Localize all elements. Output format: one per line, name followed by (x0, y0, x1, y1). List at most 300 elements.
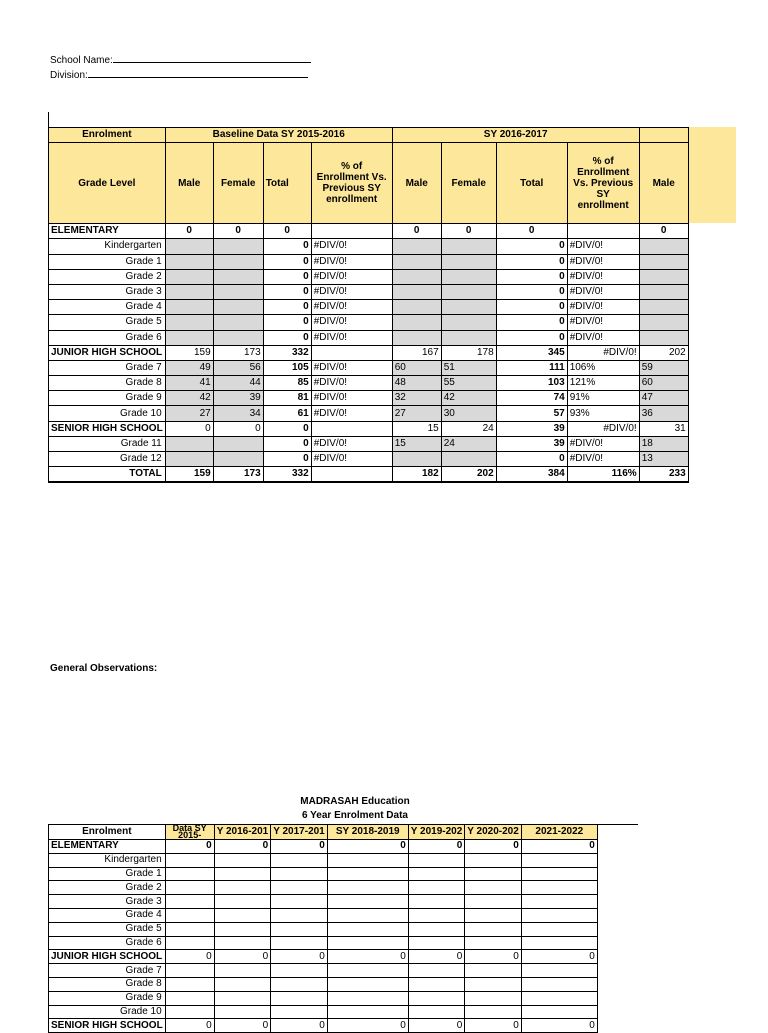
madrasah-cell[interactable] (165, 1005, 214, 1019)
madrasah-cell[interactable] (327, 1005, 408, 1019)
madrasah-cell[interactable] (465, 1005, 522, 1019)
madrasah-cell[interactable]: 0 (465, 1019, 522, 1033)
cell-b-pct[interactable]: #DIV/0! (311, 269, 392, 284)
cell-s-female[interactable]: 202 (441, 467, 496, 483)
cell-b-male[interactable] (165, 239, 213, 254)
cell-s-total[interactable]: 0 (496, 330, 567, 345)
cell-s-male[interactable] (392, 300, 441, 315)
cell-b-female[interactable] (213, 284, 263, 299)
table-row (49, 254, 689, 269)
cell-n-male[interactable]: 233 (639, 467, 688, 483)
row-label: Grade 4 (49, 300, 166, 315)
madrasah-year-header: SY 2018-2019 (327, 825, 408, 840)
madrasah-cell[interactable] (165, 922, 214, 936)
cell-s-female[interactable] (441, 300, 496, 315)
cell-s-total[interactable]: 103 (496, 376, 567, 391)
cell-s-female[interactable]: 0 (441, 224, 496, 239)
school-name-row (50, 53, 311, 66)
cell-b-male[interactable]: 0 (165, 224, 213, 239)
madrasah-cell[interactable]: 0 (271, 950, 328, 964)
madrasah-cell[interactable] (327, 977, 408, 991)
cell-s-pct[interactable]: #DIV/0! (567, 315, 639, 330)
cell-s-total[interactable]: 57 (496, 406, 567, 421)
row-label: Grade 11 (49, 436, 166, 451)
cell-b-pct[interactable] (311, 467, 392, 483)
cell-s-female[interactable] (441, 284, 496, 299)
madrasah-cell[interactable]: 0 (327, 840, 408, 854)
cell-s-pct[interactable]: 121% (567, 376, 639, 391)
cell-s-female[interactable] (441, 315, 496, 330)
madrasah-year-header: 2021-2022 (521, 825, 597, 840)
cell-b-female[interactable]: 39 (213, 391, 263, 406)
cell-b-total[interactable]: 0 (263, 421, 311, 436)
madrasah-cell[interactable] (165, 977, 214, 991)
cell-s-male[interactable] (392, 269, 441, 284)
madrasah-cell[interactable]: 0 (408, 840, 465, 854)
madrasah-cell[interactable]: 0 (327, 1019, 408, 1033)
baseline-female-header: Female (213, 143, 263, 224)
next-male-header: Male (639, 143, 688, 224)
madrasah-cell[interactable] (327, 964, 408, 978)
madrasah-cell[interactable]: 0 (214, 950, 271, 964)
cell-s-total[interactable]: 345 (496, 345, 567, 360)
madrasah-cell[interactable] (408, 867, 465, 881)
cell-b-male[interactable]: 49 (165, 360, 213, 375)
madrasah-cell[interactable]: 0 (271, 1019, 328, 1033)
grade-level-header: Grade Level (49, 143, 166, 224)
sy-pct-header: % of Enrollment Vs. Previous SY enrollment (567, 143, 639, 224)
cell-s-male[interactable] (392, 254, 441, 269)
cell-b-pct[interactable] (311, 345, 392, 360)
madrasah-cell[interactable] (165, 936, 214, 950)
cell-n-male[interactable]: 31 (639, 421, 688, 436)
cell-s-pct[interactable]: 116% (567, 467, 639, 483)
madrasah-cell[interactable] (408, 895, 465, 909)
cell-b-total[interactable]: 81 (263, 391, 311, 406)
madrasah-cell[interactable]: 0 (408, 1019, 465, 1033)
cell-s-pct[interactable]: 91% (567, 391, 639, 406)
madrasah-cell[interactable] (521, 853, 597, 867)
madrasah-cell[interactable]: 0 (521, 950, 597, 964)
division-field[interactable] (88, 68, 308, 78)
table-row (49, 840, 598, 854)
madrasah-cell[interactable] (214, 881, 271, 895)
cell-b-male[interactable]: 41 (165, 376, 213, 391)
table-row (49, 867, 598, 881)
madrasah-cell[interactable]: 0 (214, 840, 271, 854)
cell-s-total[interactable]: 0 (496, 284, 567, 299)
madrasah-cell[interactable] (327, 936, 408, 950)
row-label: Grade 7 (49, 964, 166, 978)
madrasah-cell[interactable] (271, 1005, 328, 1019)
cell-b-female[interactable] (213, 300, 263, 315)
cell-b-total[interactable]: 0 (263, 269, 311, 284)
cell-s-female[interactable] (441, 269, 496, 284)
madrasah-cell[interactable] (521, 922, 597, 936)
table-row (49, 950, 598, 964)
cell-s-total[interactable]: 111 (496, 360, 567, 375)
cell-b-male[interactable] (165, 300, 213, 315)
cell-n-male[interactable] (639, 284, 688, 299)
school-name-label: School Name: (50, 55, 113, 66)
cell-s-pct[interactable]: #DIV/0! (567, 300, 639, 315)
cell-b-pct[interactable]: #DIV/0! (311, 376, 392, 391)
cell-s-pct[interactable]: #DIV/0! (567, 452, 639, 467)
cell-b-total[interactable]: 0 (263, 300, 311, 315)
madrasah-cell[interactable] (271, 895, 328, 909)
cell-b-male[interactable] (165, 284, 213, 299)
cell-s-male[interactable] (392, 330, 441, 345)
madrasah-cell[interactable] (214, 908, 271, 922)
cell-s-female[interactable]: 24 (441, 436, 496, 451)
madrasah-cell[interactable] (408, 1005, 465, 1019)
cell-n-male[interactable] (639, 239, 688, 254)
cell-b-total[interactable]: 0 (263, 284, 311, 299)
cell-b-male[interactable]: 159 (165, 467, 213, 483)
madrasah-cell[interactable] (465, 922, 522, 936)
cell-b-pct[interactable] (311, 421, 392, 436)
cell-b-total[interactable]: 85 (263, 376, 311, 391)
cell-s-female[interactable]: 178 (441, 345, 496, 360)
cell-n-male[interactable]: 60 (639, 376, 688, 391)
madrasah-cell[interactable] (165, 895, 214, 909)
madrasah-cell[interactable] (214, 936, 271, 950)
cell-s-pct[interactable]: #DIV/0! (567, 239, 639, 254)
table-row (49, 360, 689, 375)
division-row (50, 68, 308, 81)
madrasah-cell[interactable] (165, 867, 214, 881)
cell-s-male[interactable] (392, 452, 441, 467)
madrasah-cell[interactable] (521, 895, 597, 909)
cell-s-pct[interactable]: #DIV/0! (567, 269, 639, 284)
cell-b-male[interactable] (165, 254, 213, 269)
cell-b-total[interactable]: 0 (263, 330, 311, 345)
cell-b-total[interactable]: 0 (263, 436, 311, 451)
cell-s-pct[interactable]: #DIV/0! (567, 284, 639, 299)
cell-b-female[interactable] (213, 330, 263, 345)
madrasah-cell[interactable] (327, 881, 408, 895)
madrasah-cell[interactable] (465, 936, 522, 950)
madrasah-cell[interactable] (521, 991, 597, 1005)
cell-s-male[interactable] (392, 284, 441, 299)
cell-b-male[interactable] (165, 315, 213, 330)
cell-b-male[interactable]: 159 (165, 345, 213, 360)
madrasah-cell[interactable] (465, 881, 522, 895)
cell-s-female[interactable]: 24 (441, 421, 496, 436)
madrasah-cell[interactable] (165, 991, 214, 1005)
madrasah-cell[interactable] (521, 936, 597, 950)
madrasah-enrolment-header: Enrolment (49, 825, 166, 840)
cell-b-total[interactable]: 332 (263, 345, 311, 360)
cell-s-total[interactable]: 0 (496, 239, 567, 254)
cell-n-male[interactable]: 0 (639, 224, 688, 239)
cell-n-male[interactable] (639, 269, 688, 284)
madrasah-cell[interactable]: 0 (465, 950, 522, 964)
cell-s-female[interactable] (441, 452, 496, 467)
madrasah-cell[interactable] (271, 922, 328, 936)
cell-b-female[interactable]: 34 (213, 406, 263, 421)
cell-b-female[interactable] (213, 269, 263, 284)
cell-s-total[interactable]: 0 (496, 269, 567, 284)
cell-b-total[interactable]: 105 (263, 360, 311, 375)
cell-b-pct[interactable]: #DIV/0! (311, 360, 392, 375)
madrasah-cell[interactable]: 0 (465, 840, 522, 854)
cell-b-male[interactable] (165, 452, 213, 467)
cell-s-female[interactable] (441, 254, 496, 269)
madrasah-table (48, 824, 598, 1033)
cell-s-total[interactable]: 74 (496, 391, 567, 406)
cell-n-male[interactable]: 18 (639, 436, 688, 451)
cell-s-male[interactable]: 32 (392, 391, 441, 406)
cell-s-female[interactable]: 55 (441, 376, 496, 391)
madrasah-year-header: Y 2019-202 (408, 825, 465, 840)
cell-s-male[interactable] (392, 315, 441, 330)
madrasah-cell[interactable]: 0 (521, 1019, 597, 1033)
cell-s-male[interactable]: 15 (392, 436, 441, 451)
cell-n-male[interactable]: 47 (639, 391, 688, 406)
madrasah-cell[interactable] (408, 908, 465, 922)
row-label: TOTAL (49, 467, 166, 483)
madrasah-cell[interactable] (465, 991, 522, 1005)
cell-s-female[interactable]: 51 (441, 360, 496, 375)
madrasah-cell[interactable] (465, 908, 522, 922)
row-label: Grade 5 (49, 922, 166, 936)
madrasah-cell[interactable] (214, 867, 271, 881)
madrasah-cell[interactable]: 0 (214, 1019, 271, 1033)
school-name-field[interactable] (113, 53, 311, 63)
table-row (49, 315, 689, 330)
madrasah-cell[interactable] (214, 853, 271, 867)
madrasah-cell[interactable] (271, 867, 328, 881)
madrasah-cell[interactable] (465, 895, 522, 909)
madrasah-cell[interactable] (214, 1005, 271, 1019)
cell-b-male[interactable]: 42 (165, 391, 213, 406)
table-row (49, 284, 689, 299)
cell-s-total[interactable]: 0 (496, 254, 567, 269)
cell-n-male[interactable] (639, 330, 688, 345)
cell-s-male[interactable]: 167 (392, 345, 441, 360)
cell-n-male[interactable]: 59 (639, 360, 688, 375)
cell-b-total[interactable]: 332 (263, 467, 311, 483)
cell-b-pct[interactable]: #DIV/0! (311, 284, 392, 299)
cell-n-male[interactable] (639, 254, 688, 269)
sy-male-header: Male (392, 143, 441, 224)
cell-s-female[interactable]: 42 (441, 391, 496, 406)
cell-b-female[interactable]: 0 (213, 224, 263, 239)
enrolment-table (48, 127, 689, 483)
madrasah-cell[interactable] (327, 922, 408, 936)
cell-b-male[interactable] (165, 269, 213, 284)
cell-s-total[interactable]: 39 (496, 436, 567, 451)
cell-b-female[interactable]: 56 (213, 360, 263, 375)
madrasah-cell[interactable] (214, 922, 271, 936)
cell-s-male[interactable]: 60 (392, 360, 441, 375)
madrasah-cell[interactable]: 0 (327, 950, 408, 964)
madrasah-cell[interactable] (327, 867, 408, 881)
cell-b-female[interactable] (213, 315, 263, 330)
madrasah-cell[interactable]: 0 (165, 950, 214, 964)
cell-s-female[interactable] (441, 239, 496, 254)
table-row (49, 895, 598, 909)
cell-b-pct[interactable]: #DIV/0! (311, 452, 392, 467)
madrasah-cell[interactable] (465, 977, 522, 991)
row-label: JUNIOR HIGH SCHOOL (49, 345, 166, 360)
cell-s-male[interactable]: 182 (392, 467, 441, 483)
madrasah-cell[interactable] (408, 881, 465, 895)
madrasah-cell[interactable] (408, 977, 465, 991)
cell-b-total[interactable]: 0 (263, 452, 311, 467)
madrasah-cell[interactable] (165, 908, 214, 922)
madrasah-cell[interactable]: 0 (165, 840, 214, 854)
cell-b-male[interactable]: 27 (165, 406, 213, 421)
madrasah-cell[interactable] (408, 991, 465, 1005)
madrasah-cell[interactable] (327, 991, 408, 1005)
row-label: Grade 6 (49, 330, 166, 345)
madrasah-cell[interactable]: 0 (165, 1019, 214, 1033)
table-row (49, 853, 598, 867)
madrasah-cell[interactable]: 0 (271, 840, 328, 854)
row-label: Grade 2 (49, 881, 166, 895)
madrasah-cell[interactable] (327, 895, 408, 909)
cell-b-female[interactable] (213, 254, 263, 269)
madrasah-cell[interactable] (214, 964, 271, 978)
madrasah-cell[interactable] (271, 908, 328, 922)
cell-b-total[interactable]: 0 (263, 239, 311, 254)
madrasah-cell[interactable]: 0 (521, 840, 597, 854)
cell-s-pct[interactable]: 106% (567, 360, 639, 375)
cell-b-pct[interactable]: #DIV/0! (311, 436, 392, 451)
cell-s-male[interactable]: 48 (392, 376, 441, 391)
madrasah-year-header: Y 2016-201 (214, 825, 271, 840)
row-label: Grade 9 (49, 391, 166, 406)
cell-b-total[interactable]: 61 (263, 406, 311, 421)
madrasah-cell[interactable] (408, 922, 465, 936)
row-label: SENIOR HIGH SCHOOL (49, 1019, 166, 1033)
cell-s-male[interactable]: 0 (392, 224, 441, 239)
cell-b-male[interactable] (165, 330, 213, 345)
cell-n-male[interactable] (639, 300, 688, 315)
cell-s-total[interactable]: 0 (496, 224, 567, 239)
cell-s-pct[interactable]: #DIV/0! (567, 436, 639, 451)
madrasah-cell[interactable] (271, 853, 328, 867)
madrasah-cell[interactable] (465, 964, 522, 978)
row-label: Grade 10 (49, 1005, 166, 1019)
cell-b-female[interactable]: 44 (213, 376, 263, 391)
table-row (49, 964, 598, 978)
cell-s-male[interactable] (392, 239, 441, 254)
cell-n-male[interactable]: 13 (639, 452, 688, 467)
cell-b-female[interactable]: 173 (213, 345, 263, 360)
madrasah-cell[interactable] (271, 991, 328, 1005)
cell-s-pct[interactable]: #DIV/0! (567, 345, 639, 360)
cell-b-pct[interactable]: #DIV/0! (311, 315, 392, 330)
cell-b-male[interactable]: 0 (165, 421, 213, 436)
cell-b-female[interactable]: 0 (213, 421, 263, 436)
row-label: Grade 8 (49, 977, 166, 991)
baseline-header: Baseline Data SY 2015-2016 (165, 128, 392, 143)
madrasah-cell[interactable] (465, 867, 522, 881)
cell-n-male[interactable] (639, 315, 688, 330)
cell-b-pct[interactable]: #DIV/0! (311, 391, 392, 406)
cell-b-pct[interactable]: #DIV/0! (311, 300, 392, 315)
cell-b-total[interactable]: 0 (263, 224, 311, 239)
cell-s-female[interactable]: 30 (441, 406, 496, 421)
cell-s-female[interactable] (441, 330, 496, 345)
cell-b-male[interactable] (165, 436, 213, 451)
madrasah-cell[interactable] (214, 991, 271, 1005)
cell-b-female[interactable] (213, 452, 263, 467)
cell-b-total[interactable]: 0 (263, 315, 311, 330)
cell-b-pct[interactable] (311, 224, 392, 239)
cell-s-male[interactable]: 27 (392, 406, 441, 421)
cell-b-female[interactable] (213, 239, 263, 254)
cell-b-female[interactable]: 173 (213, 467, 263, 483)
cell-s-total[interactable]: 0 (496, 452, 567, 467)
cell-b-total[interactable]: 0 (263, 254, 311, 269)
madrasah-cell[interactable]: 0 (408, 950, 465, 964)
cell-s-pct[interactable] (567, 224, 639, 239)
madrasah-cell[interactable] (521, 977, 597, 991)
madrasah-cell[interactable] (214, 977, 271, 991)
madrasah-cell[interactable] (521, 908, 597, 922)
madrasah-cell[interactable] (165, 881, 214, 895)
sy-female-header: Female (441, 143, 496, 224)
enrolment-header: Enrolment (49, 128, 166, 143)
madrasah-cell[interactable] (271, 881, 328, 895)
madrasah-cell[interactable] (521, 1005, 597, 1019)
cell-n-male[interactable]: 202 (639, 345, 688, 360)
madrasah-cell[interactable] (521, 881, 597, 895)
table-row (49, 922, 598, 936)
cell-s-total[interactable]: 0 (496, 315, 567, 330)
cell-s-pct[interactable]: #DIV/0! (567, 421, 639, 436)
madrasah-cell[interactable] (327, 853, 408, 867)
madrasah-cell[interactable] (408, 964, 465, 978)
madrasah-cell[interactable] (521, 867, 597, 881)
row-label: Grade 3 (49, 284, 166, 299)
general-observations-label: General Observations: (50, 663, 158, 674)
cell-s-pct[interactable]: 93% (567, 406, 639, 421)
cell-s-total[interactable]: 384 (496, 467, 567, 483)
cell-n-male[interactable]: 36 (639, 406, 688, 421)
cell-s-pct[interactable]: #DIV/0! (567, 330, 639, 345)
madrasah-cell[interactable] (271, 936, 328, 950)
cell-b-pct[interactable]: #DIV/0! (311, 254, 392, 269)
madrasah-cell[interactable] (408, 853, 465, 867)
madrasah-cell[interactable] (327, 908, 408, 922)
next-sy-header (639, 128, 688, 143)
cell-b-pct[interactable]: #DIV/0! (311, 330, 392, 345)
row-label: ELEMENTARY (49, 224, 166, 239)
cell-b-pct[interactable]: #DIV/0! (311, 406, 392, 421)
madrasah-cell[interactable] (214, 895, 271, 909)
cell-s-total[interactable]: 39 (496, 421, 567, 436)
madrasah-cell[interactable] (408, 936, 465, 950)
madrasah-cell[interactable] (271, 964, 328, 978)
madrasah-cell[interactable] (521, 964, 597, 978)
cell-b-female[interactable] (213, 436, 263, 451)
cell-s-total[interactable]: 0 (496, 300, 567, 315)
row-label: Grade 2 (49, 269, 166, 284)
cell-b-pct[interactable]: #DIV/0! (311, 239, 392, 254)
cell-s-male[interactable]: 15 (392, 421, 441, 436)
madrasah-cell[interactable] (165, 853, 214, 867)
madrasah-cell[interactable] (271, 977, 328, 991)
madrasah-cell[interactable] (465, 853, 522, 867)
sy-total-header: Total (496, 143, 567, 224)
cell-s-pct[interactable]: #DIV/0! (567, 254, 639, 269)
madrasah-cell[interactable] (165, 964, 214, 978)
